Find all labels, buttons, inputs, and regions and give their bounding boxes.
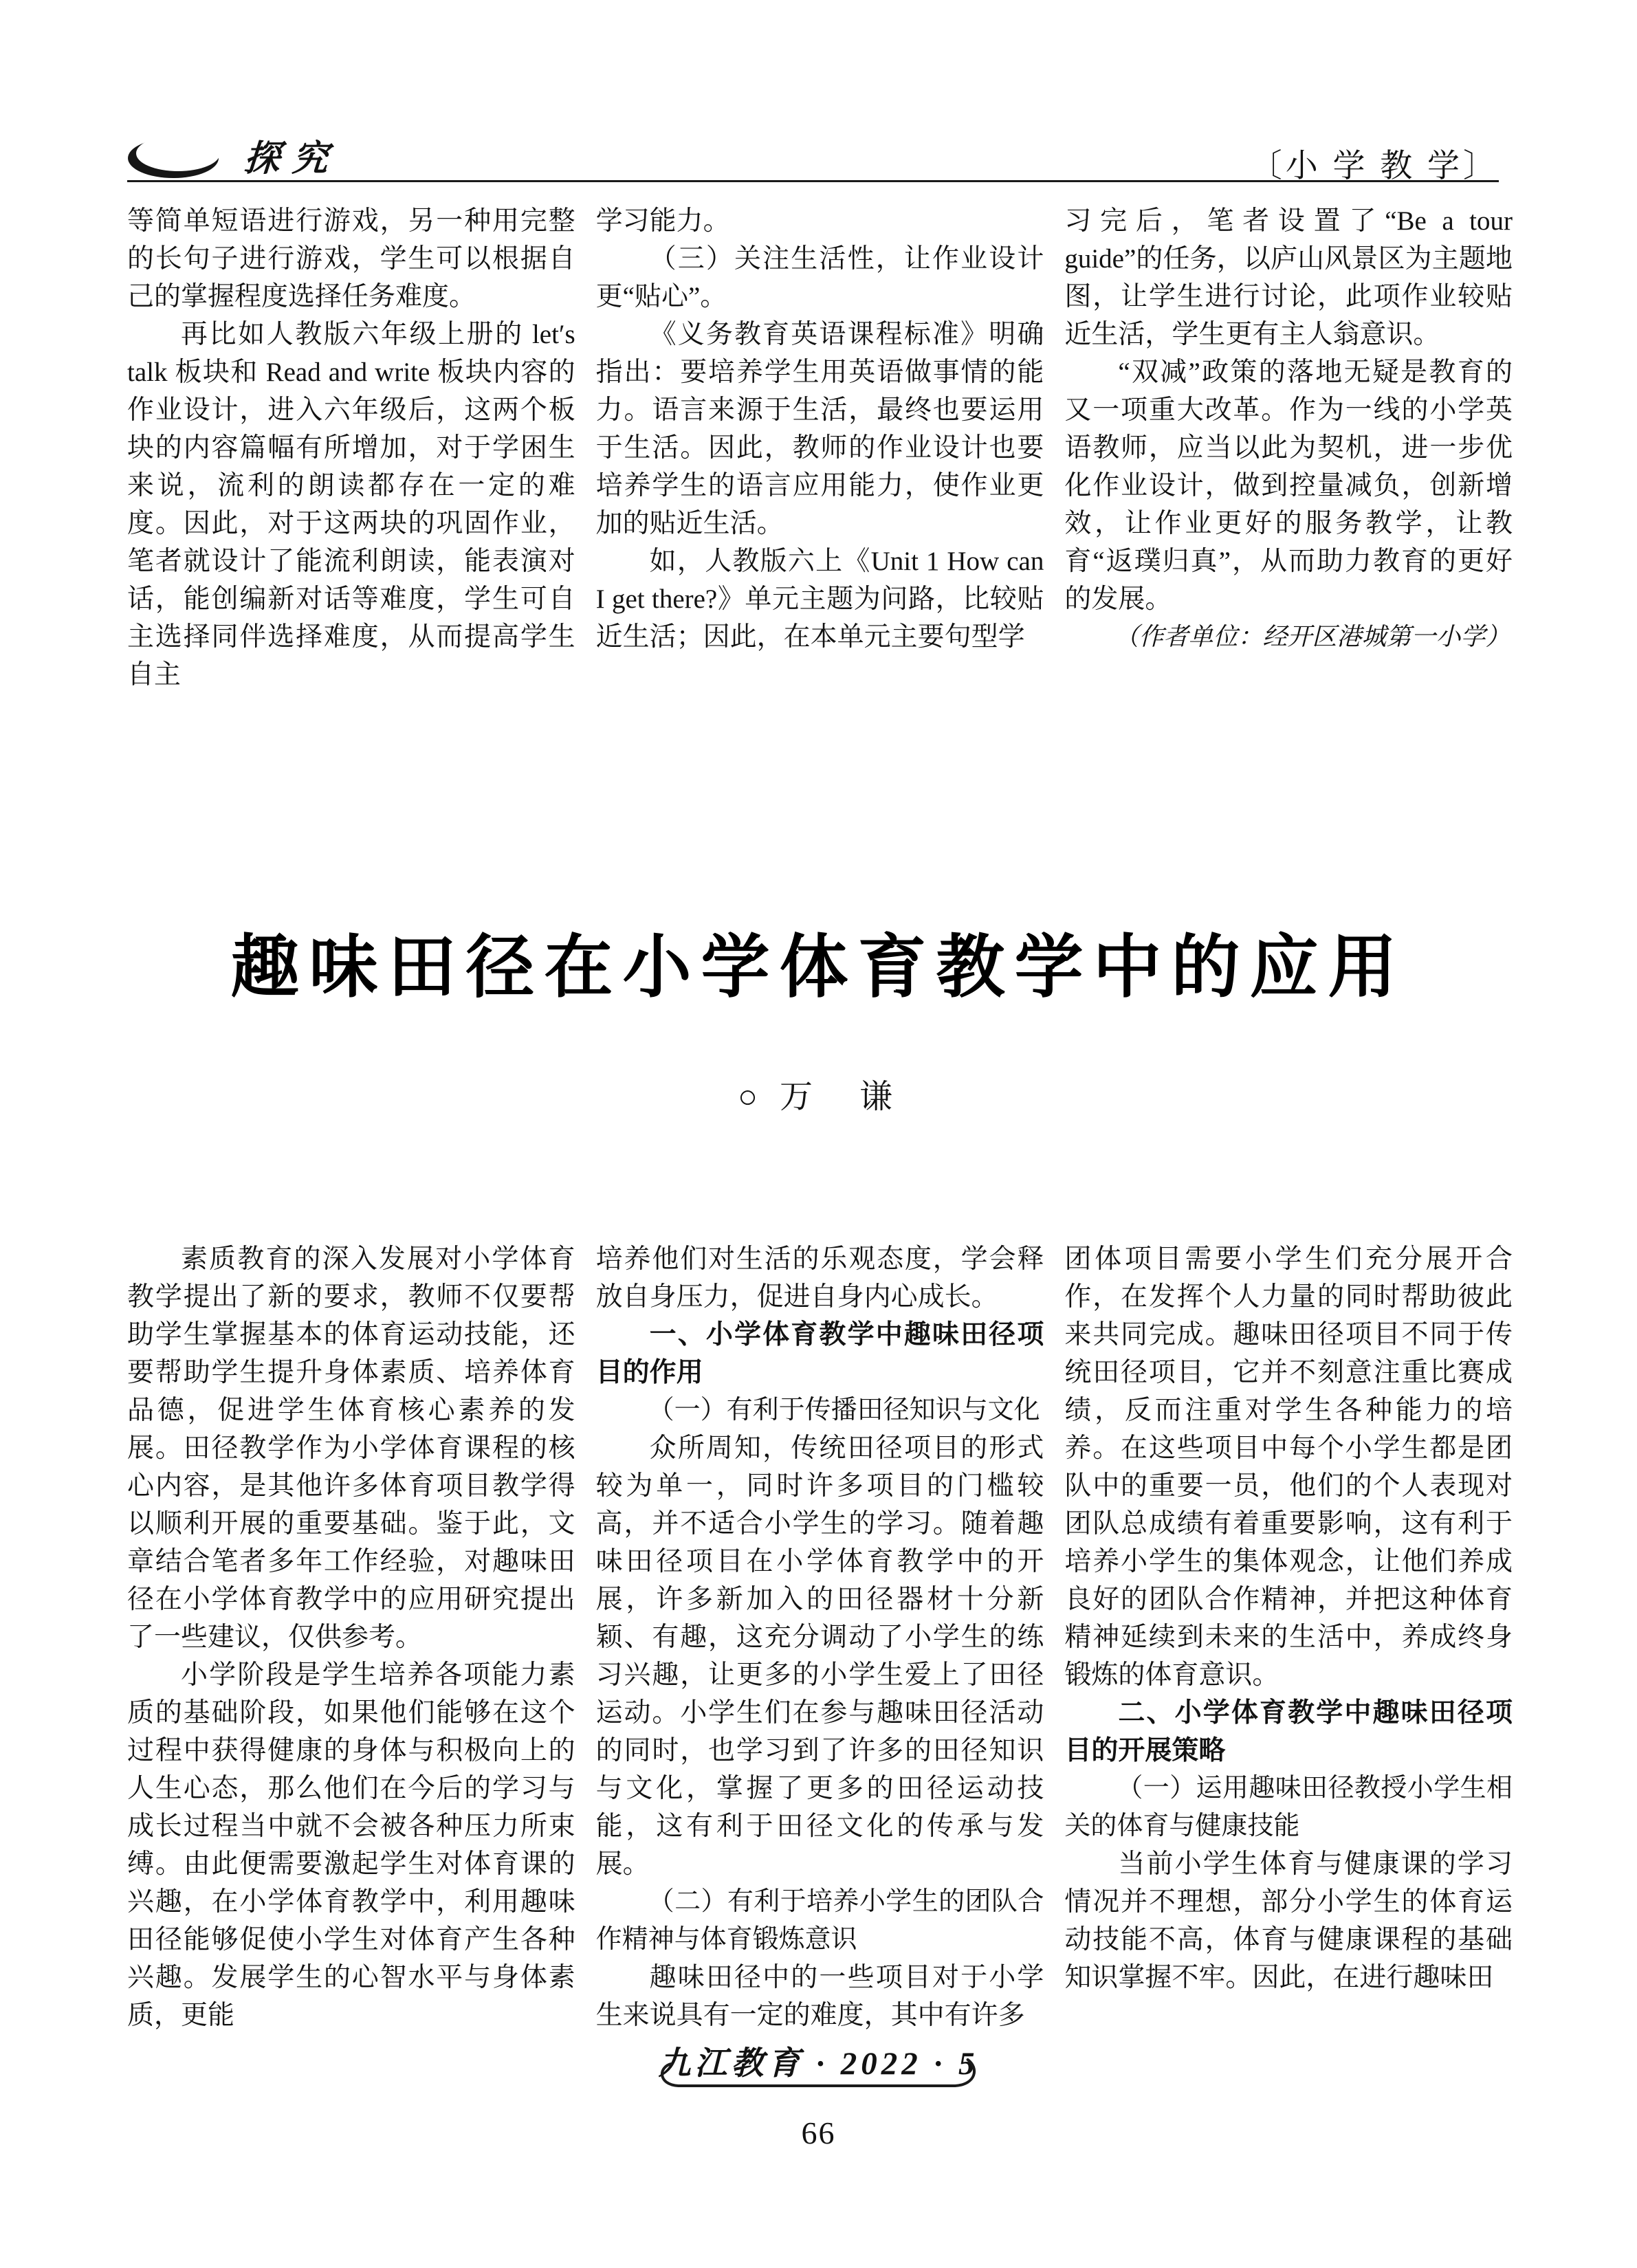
article-top-column-2: [596, 202, 1044, 670]
paragraph: （三）关注生活性，让作业设计更“贴心”。: [595, 244, 1044, 311]
page-number: 66: [801, 2115, 836, 2150]
paragraph: 习完后，笔者设置了“Be a tour guide”的任务，以庐山风景区为主题地图，让学生进行讨论，此项作业较贴近生活，学生更有主人翁意识。: [1064, 206, 1513, 349]
paragraph: 等简单短语进行游戏，另一种用完整的长句子进行游戏，学生可以根据自己的掌握程度选择任务难度。: [127, 206, 575, 311]
article-top: [127, 202, 1513, 690]
journal-issue-mark: 九江教育 · 2022 · 5: [658, 2046, 979, 2082]
article-main-column-3: [1064, 1240, 1513, 2012]
paragraph: （作者单位：经开区港城第一小学）: [1114, 623, 1510, 650]
header-left-group: [127, 137, 340, 180]
paragraph: 《义务教育英语课程标准》明确指出：要培养学生用英语做事情的能力。语言来源于生活，最终也要运用于生活。因此，教师的作业设计也要培养学生的语言应用能力，使作业更加的贴近生活。: [595, 320, 1044, 538]
paragraph: 趣味田径中的一些项目对于小学生来说具有一定的难度，其中有许多: [595, 1963, 1044, 2030]
article-top-column-3: [1064, 202, 1513, 670]
paragraph: （一）运用趣味田径教授小学生相关的体育与健康技能: [1064, 1774, 1513, 1840]
article-main-body: [127, 1240, 1513, 2030]
paragraph: 如，人教版六上《Unit 1 How can I get there?》单元主题为问路，比较贴近生活；因此，在本单元主要句型学: [595, 547, 1044, 652]
paragraph: 培养他们对生活的乐观态度，学会释放自身压力，促进自身内心成长。: [595, 1244, 1044, 1312]
paragraph: （二）有利于培养小学生的团队合作精神与体育锻炼意识: [595, 1887, 1044, 1954]
footer: [638, 2045, 1000, 2093]
paragraph: 学习能力。: [595, 206, 730, 236]
paragraph: 再比如人教版六年级上册的 let′s talk 板块和 Read and write 板块内容的作业设计，进入六年级后，这两个板块的内容篇幅有所增加，对于学困生来说，流利的朗读都存在一定的难度。因此，对于这两块的巩固作业，笔者就设计了能流利朗读，能表演对话，能创编新对话等难度，学生可自主选择同伴选择难度，从而提高学生自主: [127, 320, 575, 690]
page-header: [127, 133, 1499, 182]
article-top-column-1: [127, 202, 575, 690]
paragraph: 当前小学生体育与健康课的学习情况并不理想，部分小学生的体育运动技能不高，体育与健康课程的基础知识掌握不牢。因此，在进行趣味田: [1064, 1849, 1513, 1992]
article-main-column-1: [127, 1240, 575, 2030]
article-title: 趣味田径在小学体育教学中的应用: [230, 929, 1407, 1006]
section-label: 探究: [243, 140, 342, 179]
section-heading: 二、小学体育教学中趣味田径项目的开展策略: [1064, 1698, 1513, 1765]
column-category-label: 〔小 学 教 学〕: [1249, 148, 1499, 184]
section-heading: 一、小学体育教学中趣味田径项目的作用: [595, 1320, 1044, 1387]
paragraph: 小学阶段是学生培养各项能力素质的基础阶段，如果他们能够在这个过程中获得健康的身体与积极向上的人生心态，那么他们在今后的学习与成长过程当中就不会被各种压力所束缚。由此便需要激起学生对体育课的兴趣，在小学体育教学中，利用趣味田径能够促使小学生对体育产生各种兴趣。发展学生的心智水平与身体素质，更能: [127, 1660, 575, 2030]
paragraph: 团体项目需要小学生们充分展开合作，在发挥个人力量的同时帮助彼此来共同完成。趣味田径项目不同于传统田径项目，它并不刻意注重比赛成绩，反而注重对学生各种能力的培养。在这些项目中每个小学生都是团队中的重要一员，他们的个人表现对团队总成绩有着重要影响，这有利于培养小学生的集体观念，让他们养成良好的团队合作精神，并把这种体育精神延续到未来的生活中，养成终身锻炼的体育意识。: [1064, 1244, 1513, 1690]
paragraph: 素质教育的深入发展对小学体育教学提出了新的要求，教师不仅要帮助学生掌握基本的体育运动技能，还要帮助学生提升身体素质、培养体育品德，促进学生体育核心素养的发展。田径教学作为小学体育课程的核心内容，是其他许多体育项目教学得以顺利开展的重要基础。鉴于此，文章结合笔者多年工作经验，对趣味田径在小学体育教学中的应用研究提出了一些建议，仅供参考。: [127, 1244, 575, 1652]
footer-swash-icon: [657, 2058, 980, 2091]
article-main-column-2: [595, 1240, 1044, 2030]
paragraph: 众所周知，传统田径项目的形式较为单一，同时许多项目的门槛较高，并不适合小学生的学习。随着趣味田径项目在小学体育教学中的开展，许多新加入的田径器材十分新颖、有趣，这充分调动了小学生的练习兴趣，让更多的小学生爱上了田径运动。小学生们在参与趣味田径活动的同时，也学习到了许多的田径知识与文化，掌握了更多的田径运动技能，这有利于田径文化的传承与发展。: [595, 1433, 1044, 1879]
author-line: ○ 万 谦: [738, 1079, 899, 1115]
paragraph: （一）有利于传播田径知识与文化: [648, 1396, 1040, 1424]
crescent-logo-icon: [127, 137, 221, 180]
paragraph: “双减”政策的落地无疑是教育的又一项重大改革。作为一线的小学英语教师，应当以此为契机，进一步优化作业设计，做到控量减负，创新增效，让作业更好的服务教学，让教育“返璞归真”，从而助力教育的更好的发展。: [1064, 357, 1513, 614]
